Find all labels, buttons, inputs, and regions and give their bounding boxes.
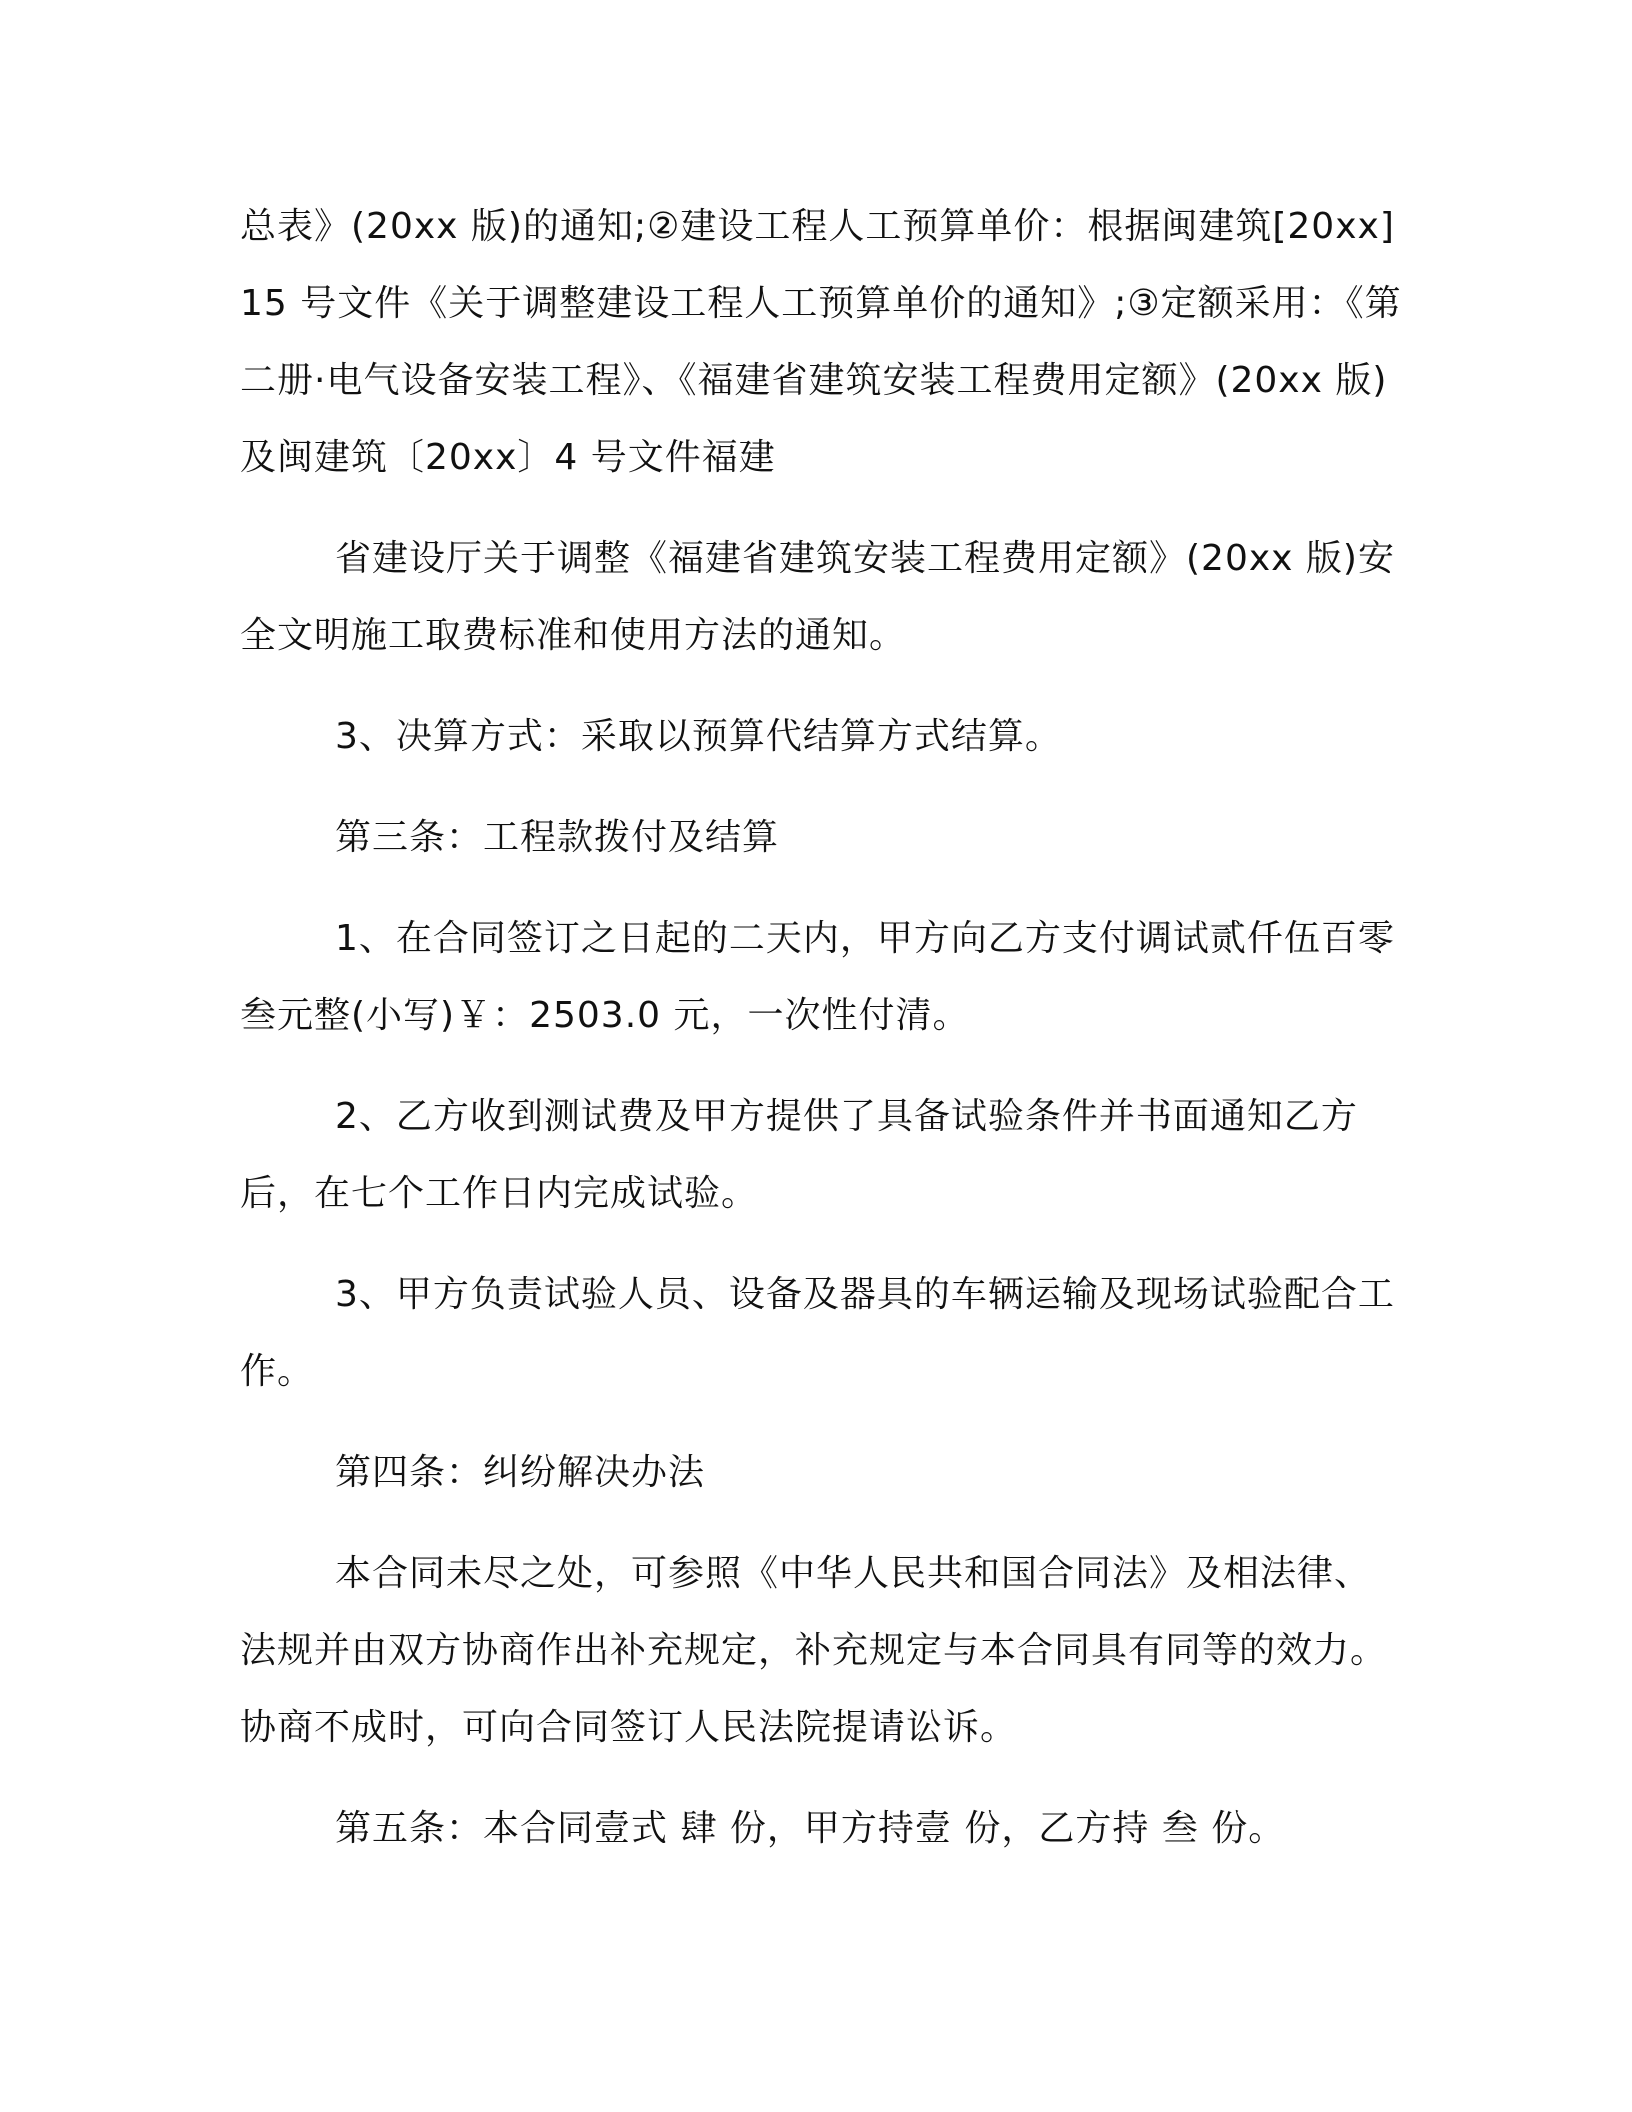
heading-article-four: 第四条：纠纷解决办法	[335, 1452, 706, 1493]
paragraph-testing-schedule: 2、乙方收到测试费及甲方提供了具备试验条件并书面通知乙方后，在七个工作日内完成试验。	[240, 1096, 1358, 1214]
paragraph-settlement-method: 3、决算方式：采取以预算代结算方式结算。	[335, 716, 1062, 757]
heading-article-three: 第三条：工程款拨付及结算	[335, 817, 780, 858]
paragraph-payment-terms: 1、在合同签订之日起的二天内，甲方向乙方支付调试贰仟伍百零叁元整(小写)￥：2503.0 元，一次性付清。	[240, 918, 1395, 1036]
paragraph-transport-responsibility: 3、甲方负责试验人员、设备及器具的车辆运输及现场试验配合工作。	[240, 1274, 1395, 1392]
paragraph-dispute-resolution: 本合同未尽之处，可参照《中华人民共和国合同法》及相法律、法规并由双方协商作出补充规定，补充规定与本合同具有同等的效力。协商不成时，可向合同签订人民法院提请讼诉。	[240, 1553, 1388, 1748]
paragraph-article-five-copies: 第五条：本合同壹式 肆 份，甲方持壹 份，乙方持 叁 份。	[335, 1808, 1286, 1849]
document-body	[240, 188, 1405, 1867]
paragraph-safety-fee-notice: 省建设厅关于调整《福建省建筑安装工程费用定额》(20xx 版)安全文明施工取费标准和使用方法的通知。	[240, 538, 1395, 656]
paragraph-continued-notice: 总表》(20xx 版)的通知;②建设工程人工预算单价：根据闽建筑[20xx]15 号文件《关于调整建设工程人工预算单价的通知》;③定额采用：《第二册·电气设备安装工程》、《福建省建筑安装工程费用定额》(20xx 版)及闽建筑〔20xx〕4 号文件福建	[240, 206, 1402, 478]
